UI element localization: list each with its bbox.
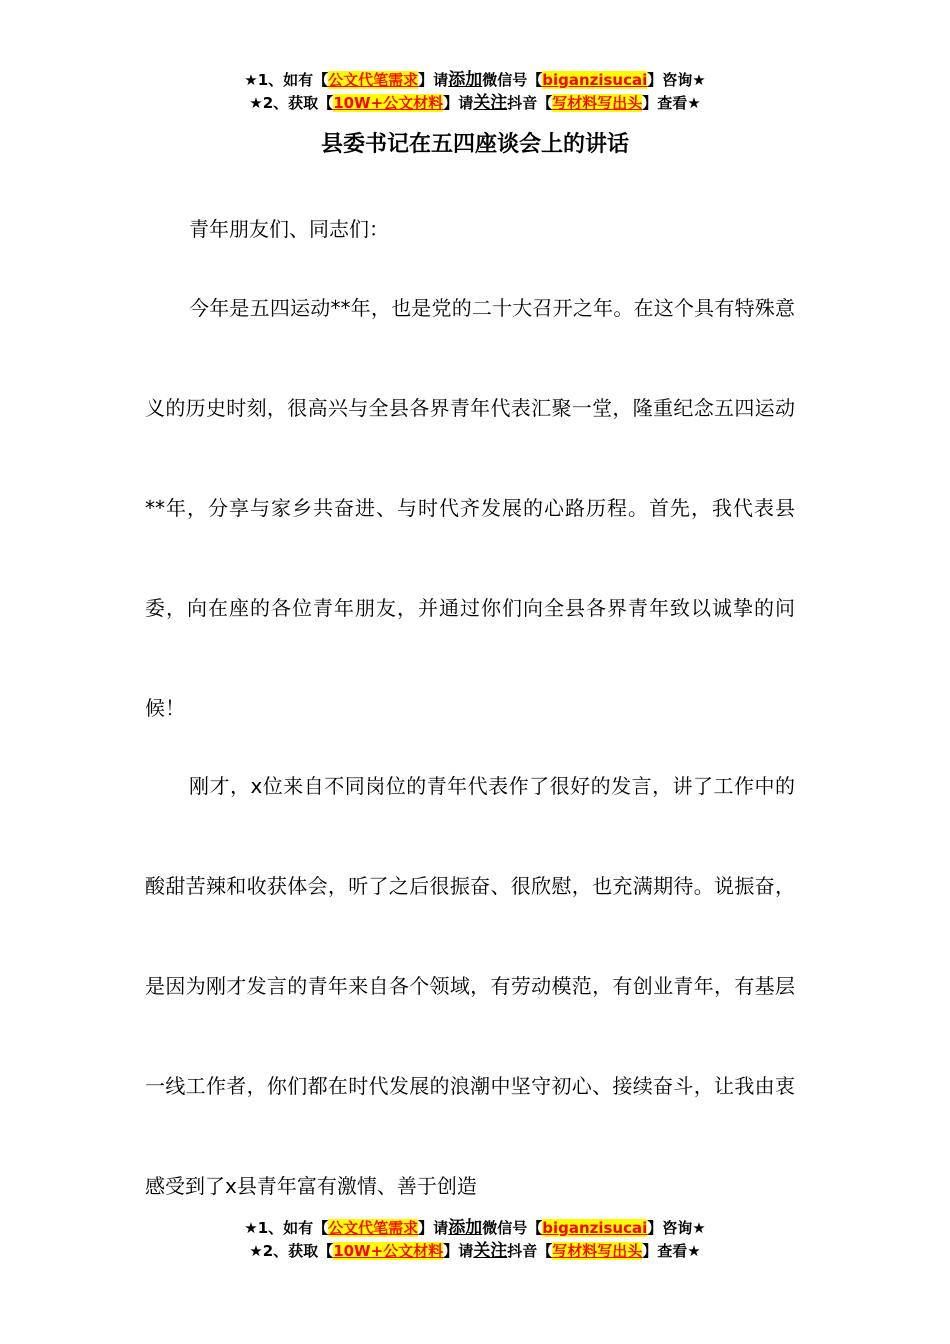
promo-line-1: ★1、如有【公文代笔需求】请添加微信号【biganzisucai】咨询★ — [244, 70, 706, 90]
promo-highlight-douyin: 写材料写出头 — [552, 94, 643, 112]
header-promo — [0, 69, 950, 115]
promo-highlight-service: 公文代笔需求 — [328, 1219, 419, 1237]
promo-line-2: ★2、获取【10W+公文材料】请关注抖音【写材料写出头】查看★ — [249, 93, 701, 113]
salutation: 青年朋友们、同志们： — [189, 217, 389, 241]
promo-line-2: ★2、获取【10W+公文材料】请关注抖音【写材料写出头】查看★ — [249, 1241, 701, 1261]
promo-highlight-wechat-id: biganzisucai — [542, 1219, 648, 1237]
document-title: 县委书记在五四座谈会上的讲话 — [320, 132, 629, 157]
promo-highlight-materials: 10W+公文材料 — [333, 1242, 444, 1260]
paragraph-1: 今年是五四运动**年，也是党的二十大召开之年。在这个具有特殊意义的历史时刻，很高兴与全县各界青年代表汇聚一堂，隆重纪念五四运动**年，分享与家乡共奋进、与时代齐发展的心路历程。首先，我代表县委，向在座的各位青年朋友，并通过你们向全县各界青年致以诚挚的问候！ — [145, 296, 795, 720]
promo-line-1: ★1、如有【公文代笔需求】请添加微信号【biganzisucai】咨询★ — [244, 1218, 706, 1238]
promo-highlight-service: 公文代笔需求 — [328, 71, 419, 89]
promo-highlight-wechat-id: biganzisucai — [542, 71, 648, 89]
promo-highlight-douyin: 写材料写出头 — [552, 1242, 643, 1260]
promo-highlight-materials: 10W+公文材料 — [333, 94, 444, 112]
footer-promo — [0, 1217, 950, 1263]
paragraph-2: 刚才，x位来自不同岗位的青年代表作了很好的发言，讲了工作中的酸甜苦辣和收获体会，听了之后很振奋、很欣慰，也充满期待。说振奋，是因为刚才发言的青年来自各个领域，有劳动模范，有创业青年，有基层一线工作者，你们都在时代发展的浪潮中坚守初心、接续奋斗，让我由衷感受到了x县青年富有激情、善于创造 — [145, 774, 795, 1198]
